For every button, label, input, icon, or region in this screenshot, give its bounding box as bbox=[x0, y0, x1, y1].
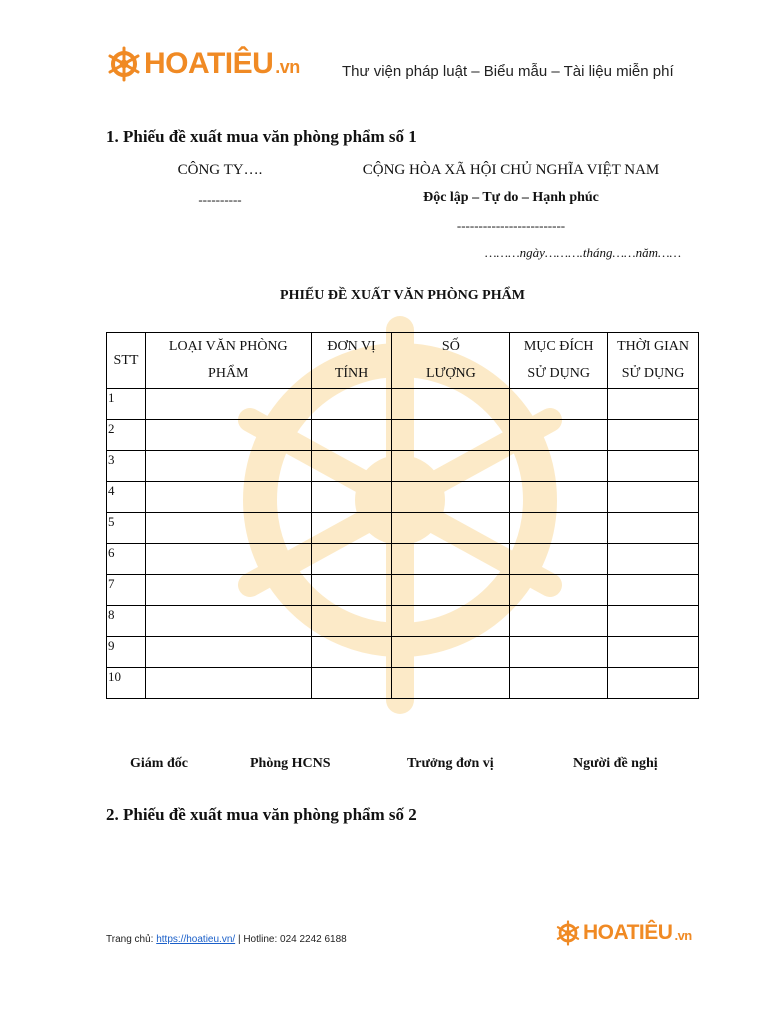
footer-hotline: | Hotline: 024 2242 6188 bbox=[235, 934, 347, 945]
header-logo[interactable] bbox=[106, 46, 300, 82]
table-row: 6 bbox=[107, 544, 699, 575]
brand-suffix: .vn bbox=[275, 56, 300, 77]
signature-proposer: Người đề nghị bbox=[573, 756, 658, 771]
section-1-title: 1. Phiếu đề xuất mua văn phòng phẩm số 1 bbox=[106, 127, 417, 146]
table-row: 1 bbox=[107, 389, 699, 420]
table-row: 4 bbox=[107, 482, 699, 513]
table-row: 9 bbox=[107, 637, 699, 668]
ship-wheel-icon bbox=[555, 920, 581, 946]
motto-divider: ------------------------- bbox=[456, 218, 566, 233]
brand-name: HOATIÊU bbox=[144, 47, 274, 80]
footer-home-label: Trang chủ: bbox=[106, 934, 157, 945]
signature-unit-head: Trưởng đơn vị bbox=[407, 756, 494, 771]
footer-brand-suffix: .vn bbox=[674, 928, 692, 943]
col-header-quantity: SỐ LƯỢNG bbox=[392, 333, 510, 389]
company-divider: ---------- bbox=[198, 192, 242, 207]
date-line: ………ngày……….tháng……năm…… bbox=[485, 245, 682, 260]
signature-hcns: Phòng HCNS bbox=[250, 756, 331, 771]
ship-wheel-icon bbox=[106, 46, 142, 82]
footer-info bbox=[106, 934, 347, 945]
col-header-item-type: LOẠI VĂN PHÒNG PHẨM bbox=[145, 333, 311, 389]
motto: Độc lập – Tự do – Hạnh phúc bbox=[423, 190, 599, 205]
table-row: 5 bbox=[107, 513, 699, 544]
form-title: PHIẾU ĐỀ XUẤT VĂN PHÒNG PHẨM bbox=[280, 288, 525, 303]
table-row: 3 bbox=[107, 451, 699, 482]
col-header-purpose: MỤC ĐÍCH SỬ DỤNG bbox=[510, 333, 608, 389]
table-row: 10 bbox=[107, 668, 699, 699]
footer-brand-name: HOATIÊU bbox=[583, 921, 673, 944]
table-row: 2 bbox=[107, 420, 699, 451]
col-header-stt: STT bbox=[107, 333, 146, 389]
header-tagline: Thư viện pháp luật – Biểu mẫu – Tài liệu miễn phí bbox=[342, 63, 674, 80]
nation-title: CỘNG HÒA XÃ HỘI CHỦ NGHĨA VIỆT NAM bbox=[362, 162, 660, 178]
signature-director: Giám đốc bbox=[130, 756, 188, 771]
col-header-usage-time: THỜI GIAN SỬ DỤNG bbox=[608, 333, 699, 389]
table-header-row bbox=[107, 333, 699, 389]
footer-logo[interactable] bbox=[555, 920, 692, 946]
section-2-title: 2. Phiếu đề xuất mua văn phòng phẩm số 2 bbox=[106, 805, 417, 824]
col-header-unit: ĐƠN VỊ TÍNH bbox=[311, 333, 392, 389]
table-row: 8 bbox=[107, 606, 699, 637]
table-row: 7 bbox=[107, 575, 699, 606]
footer-home-link[interactable]: https://hoatieu.vn/ bbox=[156, 934, 236, 945]
stationery-table bbox=[106, 332, 699, 699]
company-name: CÔNG TY…. bbox=[177, 162, 263, 178]
